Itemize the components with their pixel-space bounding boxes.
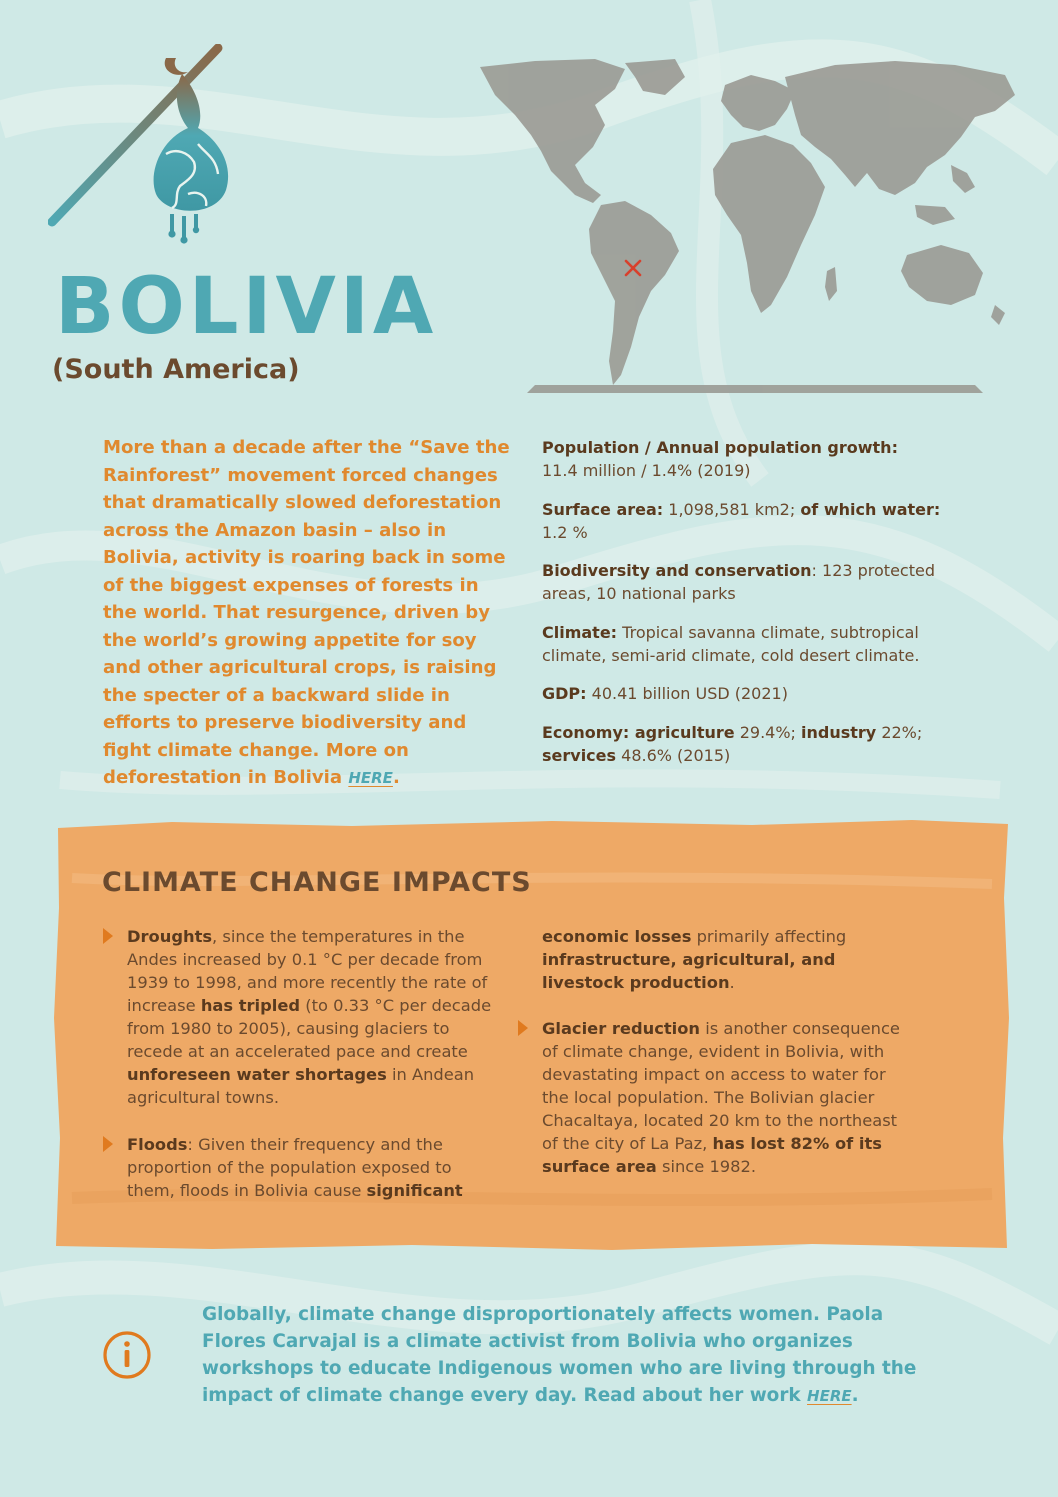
fact-climate: Climate: Tropical savanna climate, subtropical climate, semi-arid climate, cold desert climate. bbox=[542, 622, 920, 665]
bullet-arrow-icon bbox=[518, 1020, 528, 1036]
bullet-arrow-icon bbox=[103, 928, 113, 944]
world-map bbox=[475, 55, 1020, 400]
melting-earth-bindle-icon bbox=[48, 44, 238, 249]
fact-population: Population / Annual population growth: 11.4 million / 1.4% (2019) bbox=[542, 438, 898, 480]
fact-economy: Economy: agriculture 29.4%; industry 22%; services 48.6% (2015) bbox=[542, 722, 923, 765]
impact-droughts: Droughts, since the temperatures in the Andes increased by 0.1 °C per decade from 1939 to 1998, and more recently the rate of increase has tripled (to 0.33 °C per decade from 1980 to 2005), causing glaciers to recede at an accelerated pace and create unforeseen water shortages in Andean agricultural towns. bbox=[127, 927, 492, 1107]
intro-paragraph: More than a decade after the “Save the Rainforest” movement forced changes that dramatically slowed deforestation across the Amazon basin – also in Bolivia, activity is roaring back in some of the biggest expenses of forests in the world. That resurgence, driven by the world’s growing appetite for soy and other agricultural crops, is raising the specter of a backward slide in efforts to preserve biodiversity and fight climate change. More on deforestation in Bolivia HERE. bbox=[103, 437, 510, 788]
page-title: BOLIVIA bbox=[55, 262, 438, 352]
page-subtitle: (South America) bbox=[52, 354, 300, 385]
fact-gdp: GDP: 40.41 billion USD (2021) bbox=[542, 684, 788, 703]
impact-floods: Floods: Given their frequency and the proportion of the population exposed to them, floods in Bolivia cause significant bbox=[127, 1135, 463, 1200]
impact-glacier: Glacier reduction is another consequence of climate change, evident in Bolivia, with devastating impact on access to water for the local population. The Bolivian glacier Chacaltaya, located 20 km to the northeast of the city of La Paz, has lost 82% of its surface area since 1982. bbox=[542, 1019, 900, 1176]
impact-floods-continued: economic losses primarily affecting infrastructure, agricultural, and livestock production. bbox=[542, 927, 847, 992]
women-activist-note: Globally, climate change disproportionately affects women. Paola Flores Carvajal is a climate activist from Bolivia who organizes workshops to educate Indigenous women who are living through the impact of climate change every day. Read about her work HERE. bbox=[202, 1304, 917, 1406]
info-icon bbox=[102, 1330, 152, 1380]
impacts-title: CLIMATE CHANGE IMPACTS bbox=[102, 867, 532, 898]
country-facts bbox=[542, 436, 952, 782]
activist-link[interactable]: HERE bbox=[807, 1387, 852, 1405]
fact-surface-area: Surface area: 1,098,581 km2; of which water: 1.2 % bbox=[542, 499, 941, 542]
intro-text: More than a decade after the “Save the Rainforest” movement forced changes that dramatically slowed deforestation across the Amazon basin – also in Bolivia, activity is roaring back in some of the biggest expenses of forests in the world. That resurgence, driven by the world’s growing appetite for soy and other agricultural crops, is raising the specter of a backward slide in efforts to preserve biodiversity and fight climate change. More on deforestation in Bolivia bbox=[103, 437, 510, 788]
bullet-arrow-icon bbox=[103, 1136, 113, 1152]
fact-biodiversity: Biodiversity and conservation: 123 protected areas, 10 national parks bbox=[542, 561, 935, 603]
deforestation-link[interactable]: HERE bbox=[348, 769, 393, 787]
